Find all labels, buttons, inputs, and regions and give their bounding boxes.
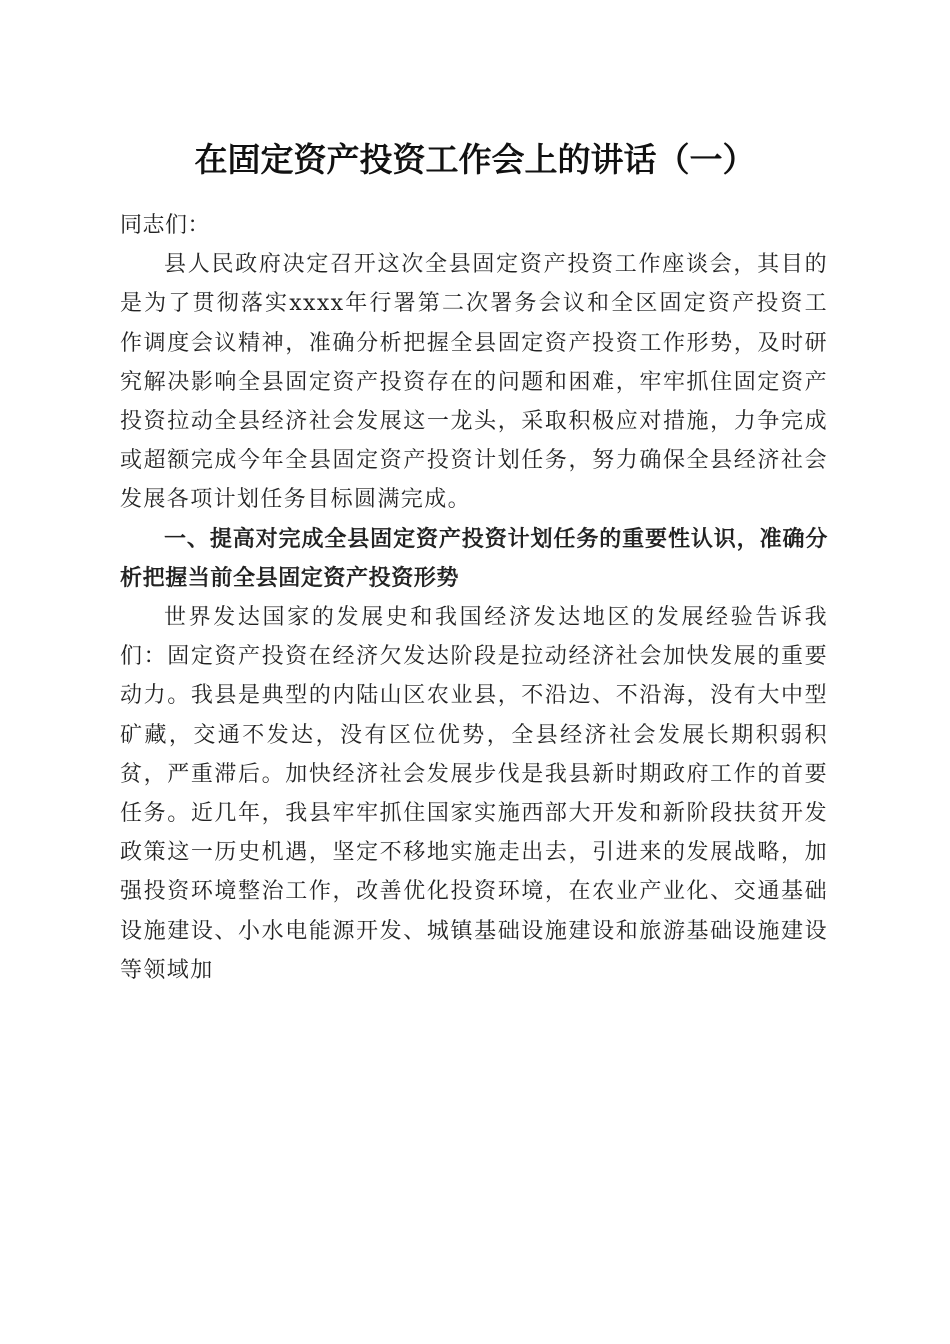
salutation: 同志们： — [120, 213, 211, 238]
section-heading: 一、提高对完成全县固定资产投资计划任务的重要性认识，准确分析把握当前全县固定资产投资形势 — [120, 526, 828, 591]
body-paragraph: 世界发达国家的发展史和我国经济发达地区的发展经验告诉我们：固定资产投资在经济欠发达阶段是拉动经济社会加快发展的重要动力。我县是典型的内陆山区农业县，不沿边、不沿海，没有大中型矿藏，交通不发达，没有区位优势，全县经济社会发展长期积弱积贫，严重滞后。加快经济社会发展步伐是我县新时期政府工作的首要任务。近几年，我县牢牢抓住国家实施西部大开发和新阶段扶贫开发政策这一历史机遇，坚定不移地实施走出去，引进来的发展战略，加强投资环境整治工作，改善优化投资环境，在农业产业化、交通基础设施建设、小水电能源开发、城镇基础设施建设和旅游基础设施建设等领域加 — [120, 605, 828, 983]
document-body — [120, 206, 828, 990]
document-title: 在固定资产投资工作会上的讲话（一） — [194, 140, 756, 179]
body-paragraph: 县人民政府决定召开这次全县固定资产投资工作座谈会，其目的是为了贯彻落实xxxx年行署第二次署务会议和全区固定资产投资工作调度会议精神，准确分析把握全县固定资产投资工作形势，及时研究解决影响全县固定资产投资存在的问题和困难，牢牢抓住固定资产投资拉动全县经济社会发展这一龙头，采取积极应对措施，力争完成或超额完成今年全县固定资产投资计划任务，努力确保全县经济社会发展各项计划任务目标圆满完成。 — [120, 252, 828, 513]
